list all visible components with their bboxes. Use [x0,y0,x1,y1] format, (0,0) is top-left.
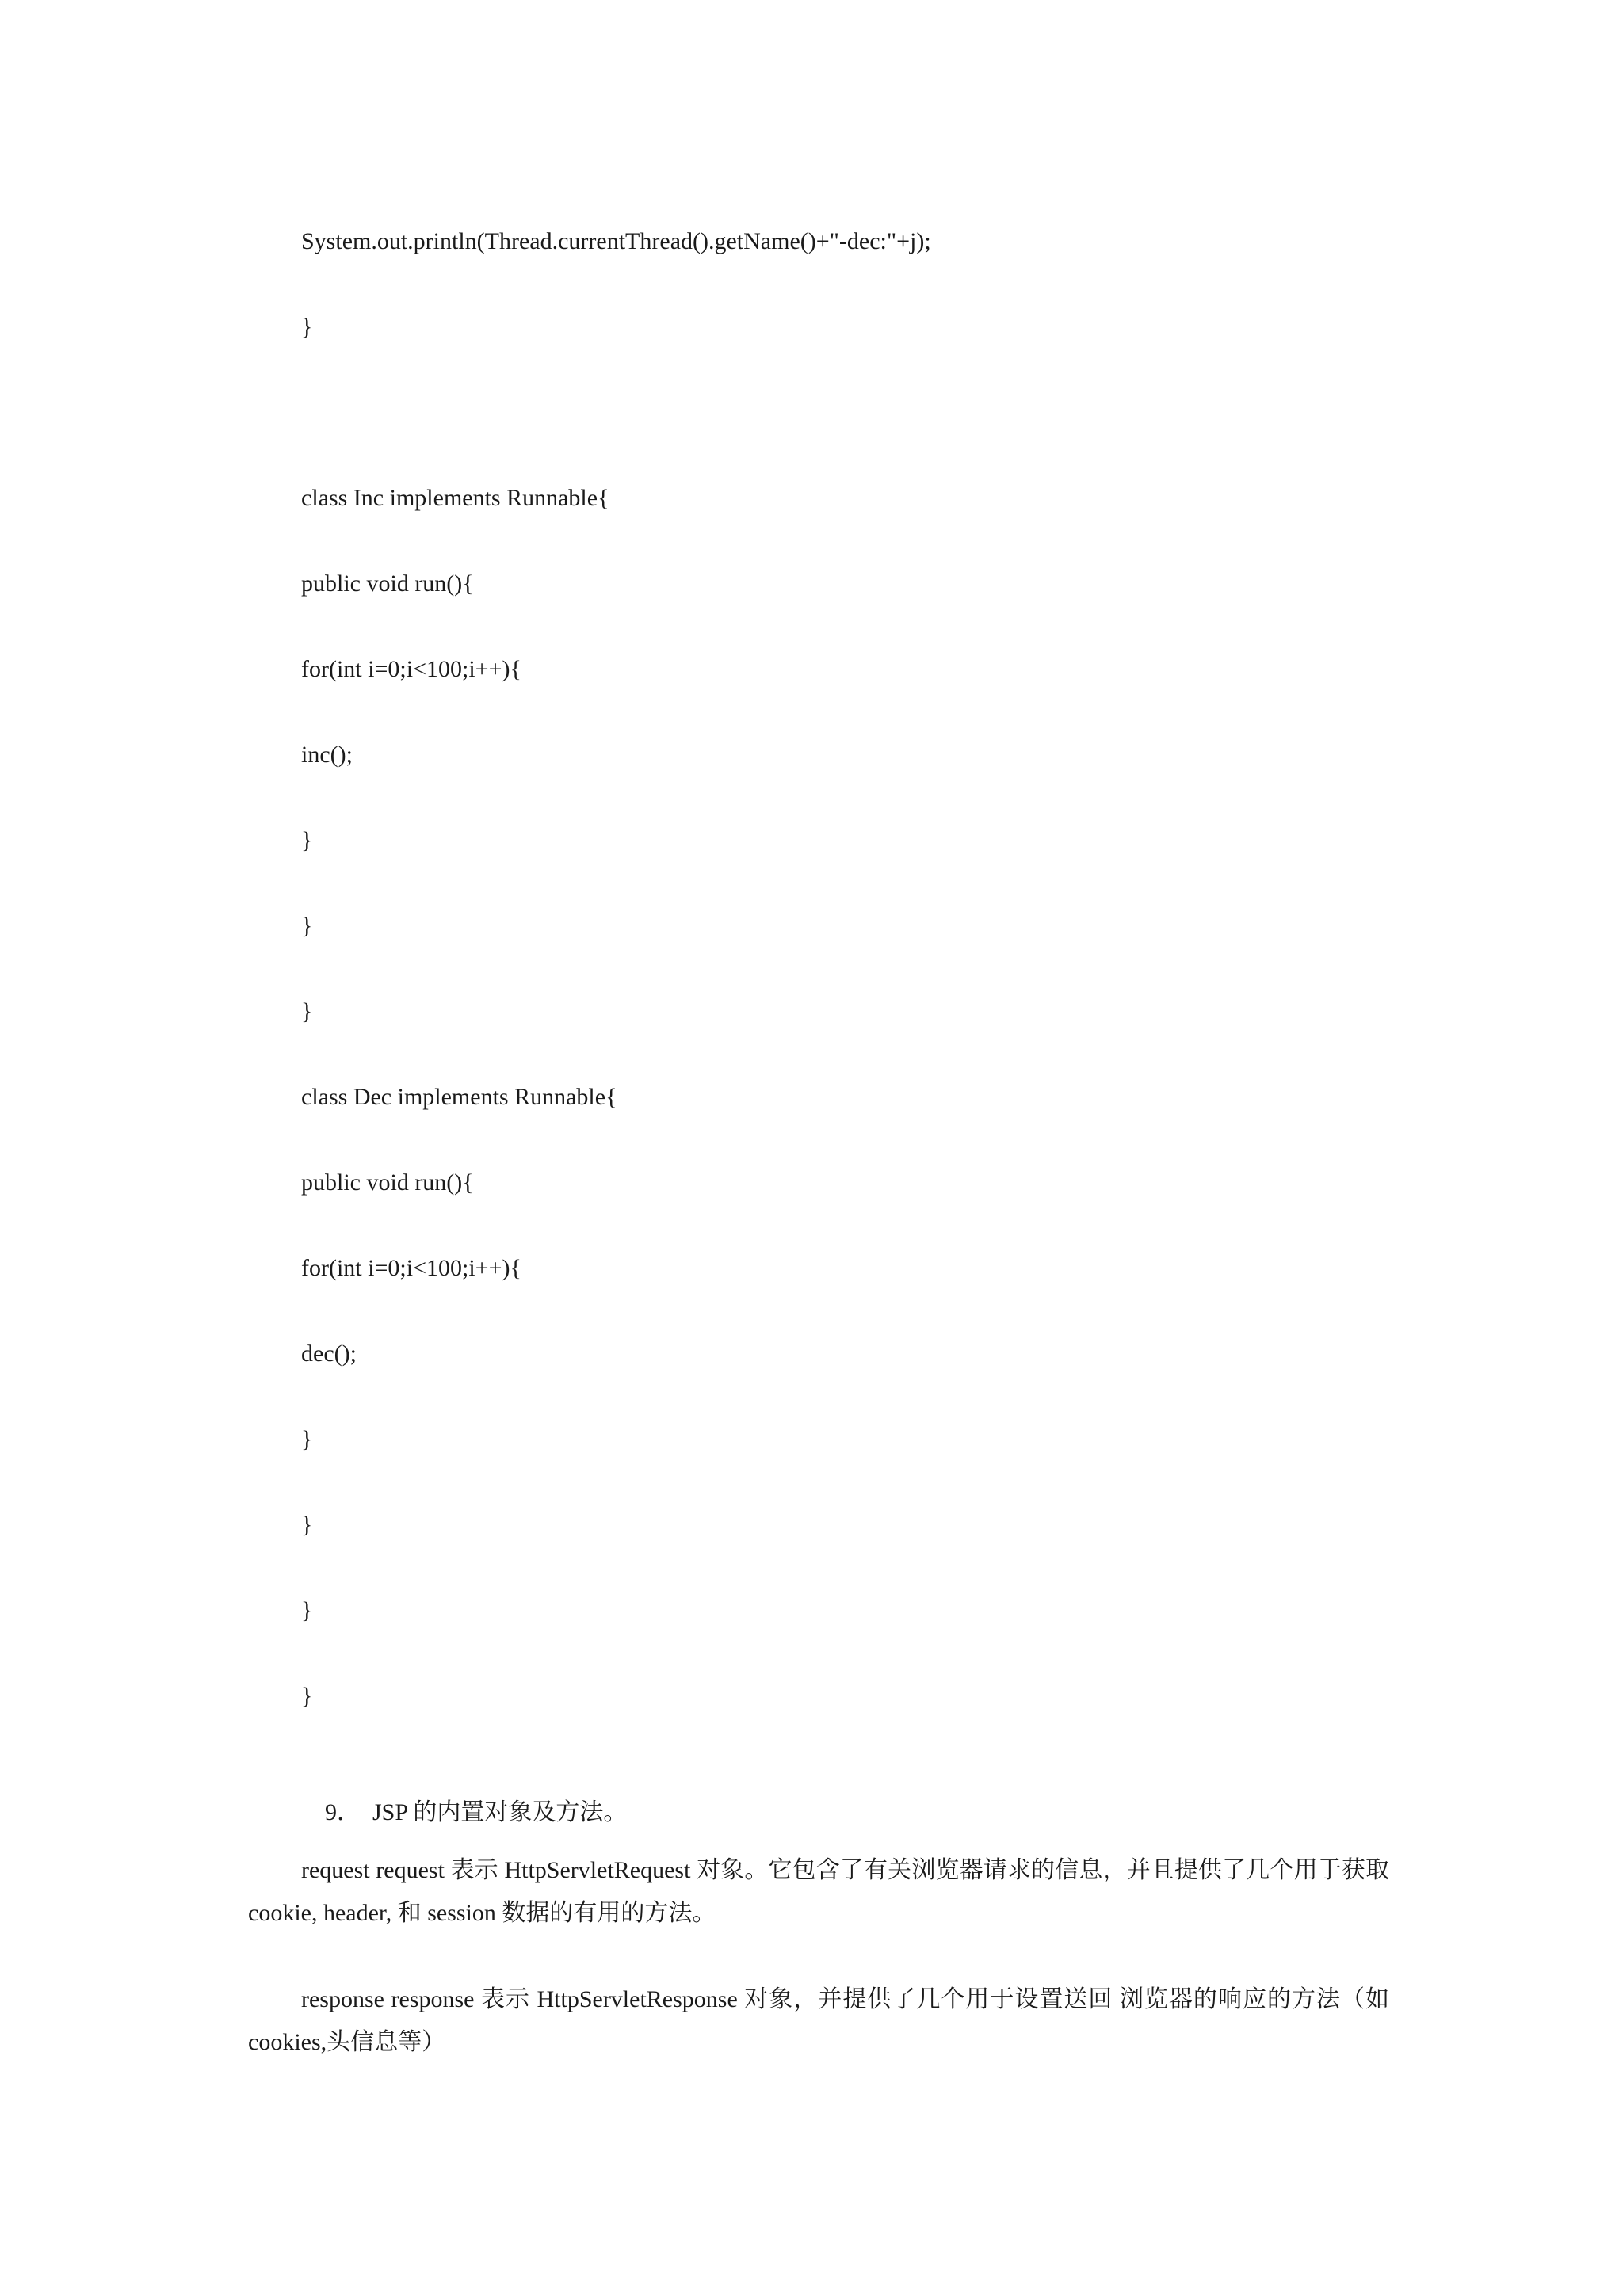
code-line: dec(); [301,1341,357,1367]
code-line: } [301,1512,313,1538]
code-line: } [301,827,313,853]
code-line: for(int i=0;i<100;i++){ [301,1255,521,1281]
section-title: JSP 的内置对象及方法。 [372,1799,628,1825]
code-line: class Inc implements Runnable{ [301,485,609,511]
code-line: } [301,998,313,1024]
code-line: System.out.println(Thread.currentThread().getName()+"-dec:"+j); [301,228,931,254]
code-line: class Dec implements Runnable{ [301,1084,617,1110]
code-line: public void run(){ [301,570,474,597]
section-heading [301,1765,627,1860]
code-line: public void run(){ [301,1169,474,1196]
code-line: } [301,1683,313,1709]
code-line: inc(); [301,742,353,768]
code-line: } [301,314,313,340]
paragraph-response: response response 表示 HttpServletResponse 对象，并提供了几个用于设置送回 浏览器的响应的方法（如 cookies,头信息等） [248,1986,1389,2055]
section-number: 9． [325,1799,361,1825]
code-line: } [301,913,313,939]
paragraph-request: request request 表示 HttpServletRequest 对象。它包含了有关浏览器请求的信息，并且提供了几个用于获取 cookie, header, 和 session 数据的有用的方法。 [248,1857,1389,1926]
code-line: } [301,1597,313,1623]
code-line: for(int i=0;i<100;i++){ [301,656,521,682]
code-line: } [301,1426,313,1452]
